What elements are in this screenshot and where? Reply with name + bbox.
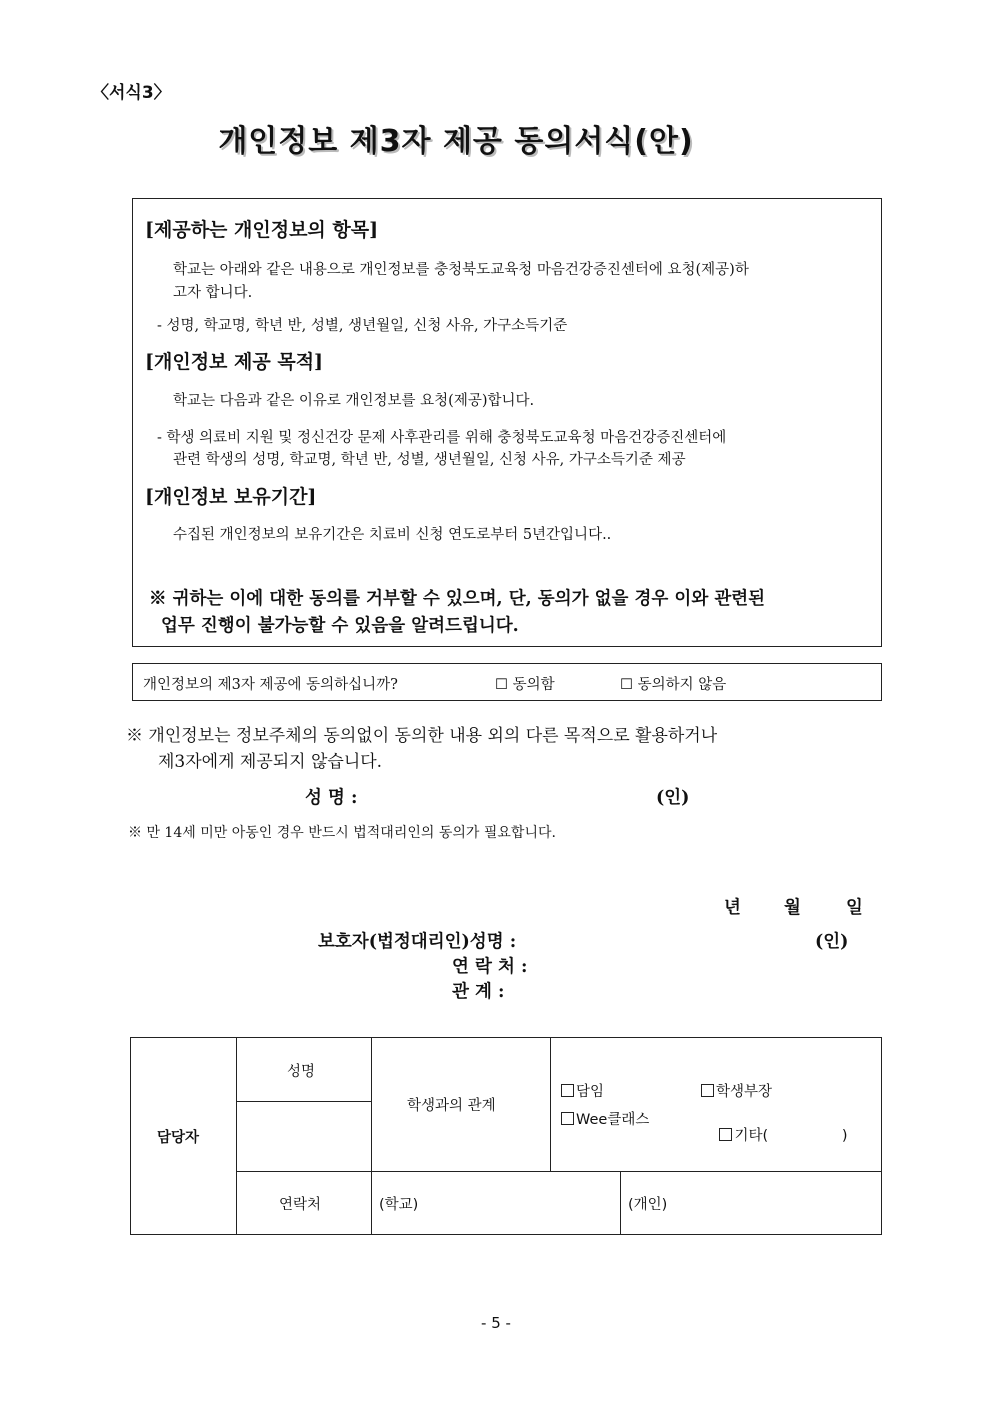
guardian-relation-label: 관 계 : bbox=[452, 982, 505, 1002]
table-divider bbox=[620, 1171, 621, 1234]
option-wee-class[interactable] bbox=[561, 1108, 649, 1129]
staff-contact-label: 연락처 bbox=[279, 1197, 322, 1213]
checkbox-icon bbox=[561, 1112, 574, 1125]
section2-text-line1: 학교는 다음과 같은 이유로 개인정보를 요청(제공)합니다. bbox=[173, 393, 535, 409]
warning-line1: ※ 귀하는 이에 대한 동의를 거부할 수 있으며, 단, 동의가 없을 경우 이와 관련된 bbox=[149, 589, 766, 609]
guardian-name-label: 보호자(법정대리인)성명 : bbox=[318, 932, 517, 952]
page-number: - 5 - bbox=[481, 1314, 511, 1332]
option-homeroom[interactable] bbox=[561, 1080, 604, 1101]
staff-row-header: 담당자 bbox=[157, 1130, 200, 1146]
age-note: ※ 만 14세 미만 아동인 경우 반드시 법적대리인의 동의가 필요합니다. bbox=[128, 825, 556, 841]
section2-item-line1: - 학생 의료비 지원 및 정신건강 문제 사후관리를 위해 충청북도교육청 마음건강증진센터에 bbox=[157, 430, 727, 446]
staff-relation-label: 학생과의 관계 bbox=[407, 1098, 496, 1114]
option-label: 담임 bbox=[576, 1084, 605, 1100]
date-month-label: 월 bbox=[784, 898, 801, 918]
staff-table bbox=[130, 1037, 882, 1235]
option-label: 기타( ) bbox=[734, 1128, 848, 1144]
checkbox-icon bbox=[719, 1128, 732, 1141]
date-year-label: 년 bbox=[724, 898, 741, 918]
disagree-checkbox[interactable]: ☐ 동의하지 않음 bbox=[620, 677, 727, 693]
guardian-contact-label: 연 락 처 : bbox=[452, 957, 528, 977]
section1-text-line2: 고자 합니다. bbox=[173, 285, 253, 301]
notice-line1: ※ 개인정보는 정보주체의 동의없이 동의한 내용 외의 다른 목적으로 활용하거나 bbox=[126, 726, 718, 746]
table-divider bbox=[371, 1038, 372, 1234]
warning-line2: 업무 진행이 불가능할 수 있음을 알려드립니다. bbox=[161, 616, 519, 636]
section3-text-line1: 수집된 개인정보의 보유기간은 치료비 신청 연도로부터 5년간입니다.. bbox=[173, 527, 612, 543]
notice-line2: 제3자에게 제공되지 않습니다. bbox=[158, 752, 383, 772]
checkbox-icon bbox=[561, 1084, 574, 1097]
info-box bbox=[132, 198, 882, 647]
page-title: 개인정보 제3자 제공 동의서식(안) bbox=[218, 124, 694, 159]
option-other[interactable] bbox=[701, 1108, 848, 1161]
section-heading-retention: [개인정보 보유기간] bbox=[145, 486, 317, 508]
checkbox-icon bbox=[701, 1084, 714, 1097]
agree-checkbox[interactable]: ☐ 동의함 bbox=[495, 677, 555, 693]
form-label: 〈서식3〉 bbox=[92, 83, 171, 103]
consent-box bbox=[132, 663, 882, 701]
staff-contact-school[interactable]: (학교) bbox=[379, 1197, 419, 1213]
signature-name-label: 성 명 : bbox=[305, 788, 358, 808]
section1-item: - 성명, 학교명, 학년 반, 성별, 생년월일, 신청 사유, 가구소득기준 bbox=[157, 318, 568, 334]
staff-contact-personal[interactable]: (개인) bbox=[628, 1197, 668, 1213]
option-label: 학생부장 bbox=[716, 1084, 773, 1100]
option-student-dean[interactable] bbox=[701, 1080, 772, 1101]
guardian-seal: (인) bbox=[815, 932, 849, 952]
section2-item-line2: 관련 학생의 성명, 학교명, 학년 반, 성별, 생년월일, 신청 사유, 가구소득기준 제공 bbox=[173, 452, 686, 468]
signature-seal: (인) bbox=[656, 788, 690, 808]
section-heading-purpose: [개인정보 제공 목적] bbox=[145, 351, 324, 373]
table-divider bbox=[236, 1101, 371, 1102]
staff-name-label: 성명 bbox=[287, 1064, 316, 1080]
date-day-label: 일 bbox=[846, 898, 863, 918]
table-divider bbox=[550, 1038, 551, 1171]
consent-question: 개인정보의 제3자 제공에 동의하십니까? bbox=[143, 677, 398, 693]
table-divider bbox=[236, 1171, 881, 1172]
section-heading-items: [제공하는 개인정보의 항목] bbox=[145, 219, 379, 241]
option-label: Wee클래스 bbox=[576, 1112, 650, 1128]
table-divider bbox=[236, 1038, 237, 1234]
section1-text-line1: 학교는 아래와 같은 내용으로 개인정보를 충청북도교육청 마음건강증진센터에 요청(제공)하 bbox=[173, 262, 749, 278]
